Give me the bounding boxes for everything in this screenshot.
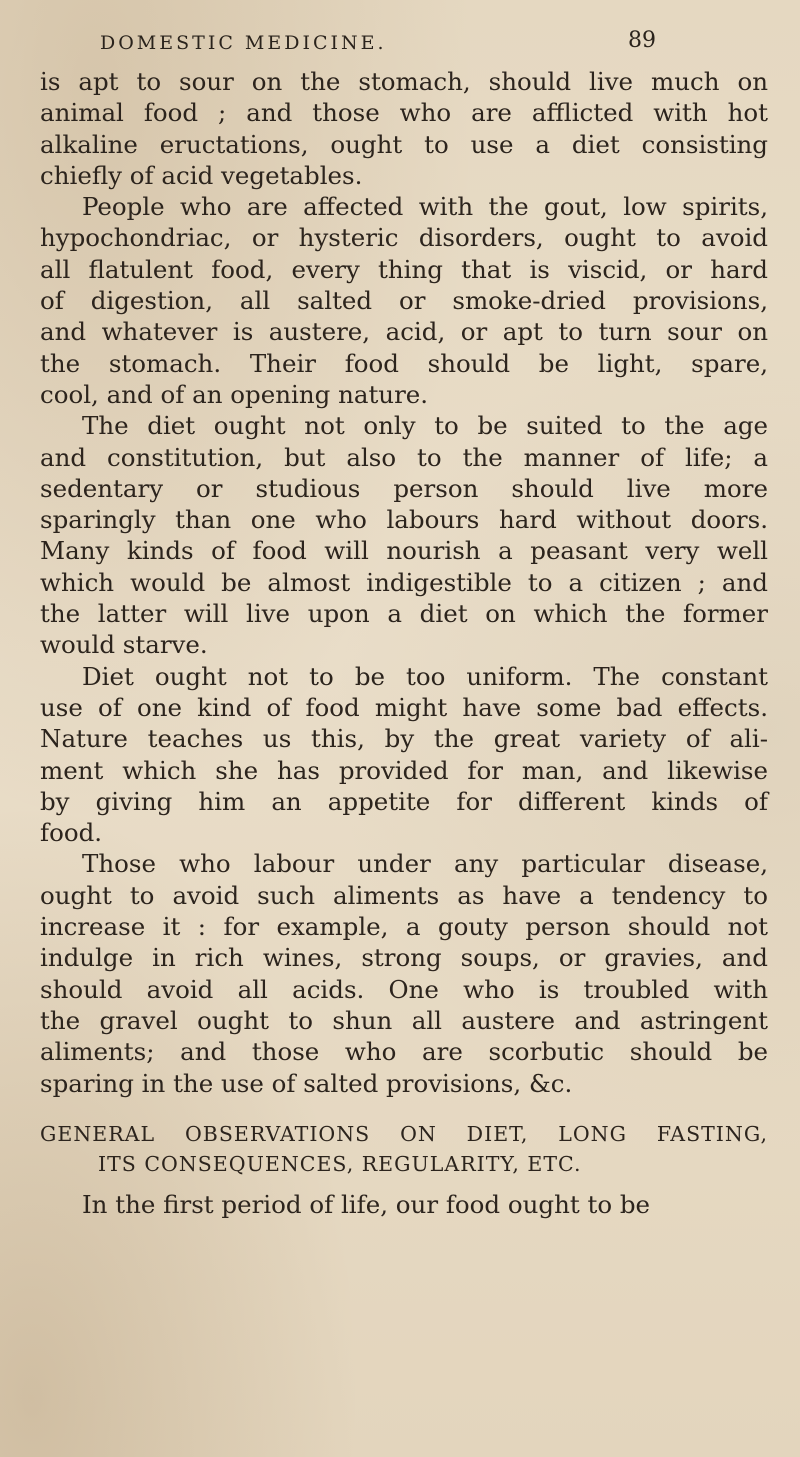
text-line: People who are affected with the gout, low spirits, (82, 192, 768, 222)
section-heading-line-2: ITS CONSEQUENCES, REGULARITY, ETC. (98, 1151, 582, 1176)
paragraph-2 (40, 191, 768, 410)
text-line: ment which she has provided for man, and likewise (40, 755, 768, 785)
text-line: sedentary or studious person should live more (40, 473, 768, 503)
text-line: the stomach. Their food should be light, spare, (40, 348, 768, 378)
text-line: indulge in rich wines, strong soups, or gravies, and (40, 943, 768, 973)
text-line: is apt to sour on the stomach, should live much on (40, 67, 768, 96)
text-line: The diet ought not only to be suited to the age (82, 411, 768, 441)
text-line: the latter will live upon a diet on which the former (40, 599, 768, 629)
text-line: animal food ; and those who are afflicted with hot (40, 98, 768, 128)
section-gap (40, 1099, 768, 1119)
text-line: and whatever is austere, acid, or apt to turn sour on (40, 317, 768, 347)
running-head: DOMESTIC MEDICINE. (100, 32, 387, 54)
text-line: hypochondriac, or hysteric disorders, ought to avoid (40, 223, 768, 253)
text-line: alkaline eructations, ought to use a diet consisting (40, 129, 768, 159)
text-line: the gravel ought to shun all austere and astringent (40, 1005, 768, 1035)
text-line: and constitution, but also to the manner of life; a (40, 442, 768, 472)
text-line: all flatulent food, every thing that is viscid, or hard (40, 254, 768, 284)
text-line: aliments; and those who are scorbutic should be (40, 1037, 768, 1067)
text-line: by giving him an appetite for different kinds of (40, 786, 768, 816)
text-line: Diet ought not to be too uniform. The constant (82, 661, 768, 691)
text-line: cool, and of an opening nature. (40, 379, 429, 409)
text-line: should avoid all acids. One who is troubled with (40, 974, 768, 1004)
paragraph-3 (40, 410, 768, 660)
text-line: sparing in the use of salted provisions, &c. (40, 1068, 573, 1098)
text-line: chiefly of acid vegetables. (40, 160, 363, 190)
text-line: would starve. (40, 630, 208, 660)
text-line: Nature teaches us this, by the great variety of ali- (40, 724, 768, 754)
closing-line: In the first period of life, our food ought to be (82, 1189, 651, 1219)
text-line: of digestion, all salted or smoke-dried provisions, (40, 286, 768, 316)
page-number: 89 (628, 28, 656, 53)
text-line: use of one kind of food might have some bad effects. (40, 692, 768, 722)
heading-gap (40, 1179, 768, 1189)
body-text (40, 66, 768, 1220)
text-line: increase it : for example, a gouty person should not (40, 912, 768, 942)
section-heading (40, 1119, 768, 1179)
paragraph-1 (40, 66, 768, 191)
paragraph-4 (40, 661, 768, 849)
page-header (0, 28, 800, 68)
paragraph-5 (40, 848, 768, 1098)
text-line: Many kinds of food will nourish a peasant very well (40, 536, 768, 566)
section-heading-line-1: GENERAL OBSERVATIONS ON DIET, LONG FASTING, (40, 1121, 768, 1146)
text-line: sparingly than one who labours hard without doors. (40, 505, 768, 535)
text-line: food. (40, 818, 103, 848)
text-line: which would be almost indigestible to a citizen ; and (40, 567, 768, 597)
text-line: Those who labour under any particular disease, (82, 849, 768, 879)
text-line: ought to avoid such aliments as have a tendency to (40, 880, 768, 910)
